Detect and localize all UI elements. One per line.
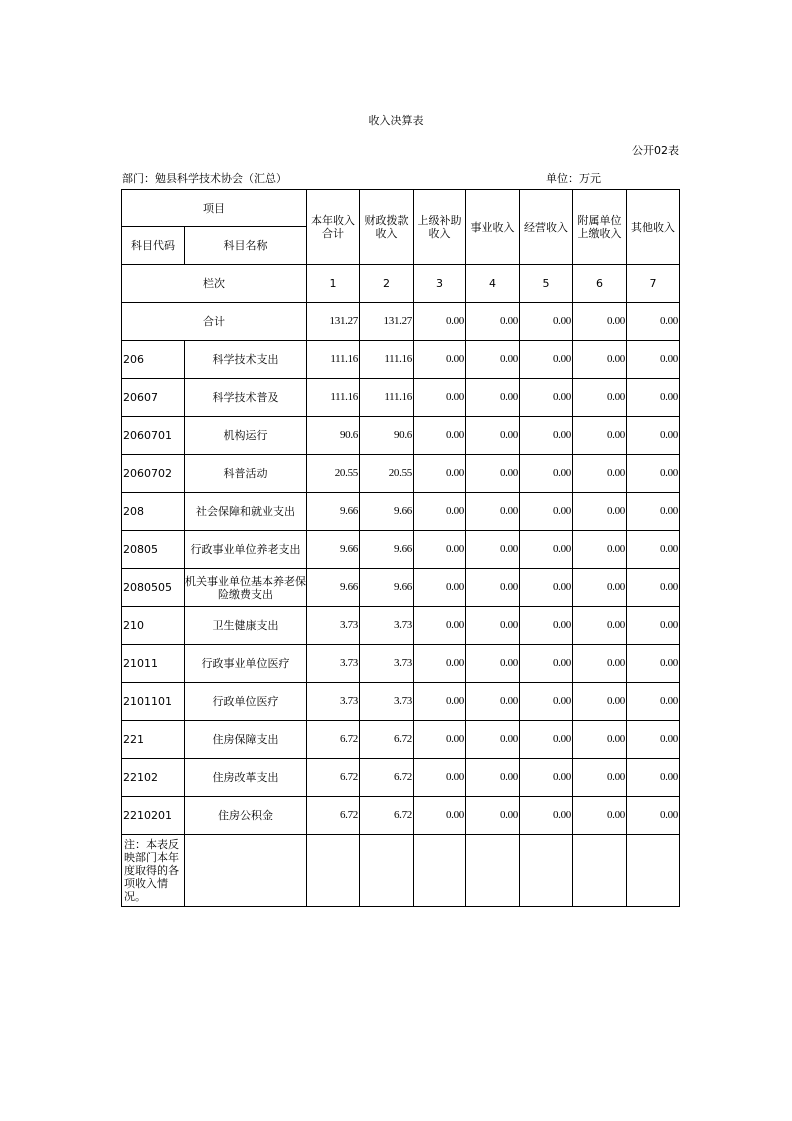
column-number: 3 — [414, 265, 466, 303]
value-cell: 0.00 — [627, 341, 680, 379]
value-cell: 0.00 — [573, 531, 627, 569]
header-total: 本年收入合计 — [307, 190, 360, 265]
value-cell: 0.00 — [466, 379, 520, 417]
value-cell: 9.66 — [307, 569, 360, 607]
value-cell: 111.16 — [360, 379, 414, 417]
subject-name: 科学技术普及 — [185, 379, 307, 417]
value-cell: 90.6 — [360, 417, 414, 455]
value-cell: 9.66 — [307, 531, 360, 569]
value-cell: 0.00 — [520, 417, 573, 455]
table-note: 注：本表反映部门本年度取得的各项收入情况。 — [122, 835, 185, 907]
value-cell: 0.00 — [466, 303, 520, 341]
subject-name: 卫生健康支出 — [185, 607, 307, 645]
value-cell: 0.00 — [573, 341, 627, 379]
value-cell: 0.00 — [627, 759, 680, 797]
value-cell: 0.00 — [414, 379, 466, 417]
value-cell: 0.00 — [573, 759, 627, 797]
value-cell: 3.73 — [307, 645, 360, 683]
value-cell: 131.27 — [360, 303, 414, 341]
empty-cell — [307, 835, 360, 907]
subject-name: 住房公积金 — [185, 797, 307, 835]
empty-cell — [466, 835, 520, 907]
value-cell: 0.00 — [520, 379, 573, 417]
header-affiliated: 附属单位上缴收入 — [573, 190, 627, 265]
value-cell: 0.00 — [520, 759, 573, 797]
value-cell: 0.00 — [520, 683, 573, 721]
value-cell: 0.00 — [466, 417, 520, 455]
subject-name: 社会保障和就业支出 — [185, 493, 307, 531]
value-cell: 0.00 — [414, 607, 466, 645]
value-cell: 0.00 — [414, 455, 466, 493]
subject-code: 20805 — [122, 531, 185, 569]
value-cell: 0.00 — [627, 531, 680, 569]
table-row — [122, 417, 680, 455]
value-cell: 0.00 — [573, 569, 627, 607]
header-item: 项目 — [122, 190, 307, 227]
value-cell: 0.00 — [414, 645, 466, 683]
value-cell: 0.00 — [520, 531, 573, 569]
table-row — [122, 797, 680, 835]
value-cell: 111.16 — [307, 379, 360, 417]
value-cell: 0.00 — [573, 417, 627, 455]
subject-code: 206 — [122, 341, 185, 379]
value-cell: 0.00 — [520, 455, 573, 493]
column-number-row — [122, 265, 680, 303]
value-cell: 0.00 — [466, 721, 520, 759]
value-cell: 0.00 — [627, 721, 680, 759]
column-number: 1 — [307, 265, 360, 303]
unit-label: 单位：万元 — [546, 172, 601, 185]
value-cell: 0.00 — [573, 797, 627, 835]
value-cell: 6.72 — [360, 759, 414, 797]
subject-name: 行政事业单位养老支出 — [185, 531, 307, 569]
value-cell: 0.00 — [573, 493, 627, 531]
subject-code: 2101101 — [122, 683, 185, 721]
value-cell: 0.00 — [573, 721, 627, 759]
value-cell: 20.55 — [360, 455, 414, 493]
value-cell: 0.00 — [573, 379, 627, 417]
column-number: 7 — [627, 265, 680, 303]
table-row — [122, 531, 680, 569]
header-name: 科目名称 — [185, 227, 307, 265]
column-row-label: 栏次 — [122, 265, 307, 303]
value-cell: 9.66 — [360, 493, 414, 531]
table-row — [122, 683, 680, 721]
value-cell: 0.00 — [627, 569, 680, 607]
value-cell: 0.00 — [520, 607, 573, 645]
subject-code: 20607 — [122, 379, 185, 417]
value-cell: 0.00 — [414, 721, 466, 759]
value-cell: 0.00 — [466, 759, 520, 797]
value-cell: 0.00 — [466, 607, 520, 645]
value-cell: 0.00 — [573, 645, 627, 683]
value-cell: 0.00 — [520, 303, 573, 341]
value-cell: 0.00 — [414, 341, 466, 379]
value-cell: 3.73 — [360, 683, 414, 721]
value-cell: 0.00 — [627, 797, 680, 835]
subject-code: 210 — [122, 607, 185, 645]
value-cell: 0.00 — [466, 455, 520, 493]
subject-code: 22102 — [122, 759, 185, 797]
value-cell: 131.27 — [307, 303, 360, 341]
table-row — [122, 721, 680, 759]
table-row — [122, 645, 680, 683]
subject-code: 21011 — [122, 645, 185, 683]
table-row — [122, 607, 680, 645]
subject-name: 科学技术支出 — [185, 341, 307, 379]
value-cell: 6.72 — [307, 759, 360, 797]
subject-name: 行政事业单位医疗 — [185, 645, 307, 683]
value-cell: 0.00 — [466, 797, 520, 835]
value-cell: 6.72 — [360, 721, 414, 759]
total-row — [122, 303, 680, 341]
value-cell: 0.00 — [414, 759, 466, 797]
empty-cell — [414, 835, 466, 907]
subject-name: 科普活动 — [185, 455, 307, 493]
value-cell: 0.00 — [627, 417, 680, 455]
value-cell: 0.00 — [466, 493, 520, 531]
empty-cell — [185, 835, 307, 907]
total-label: 合计 — [122, 303, 307, 341]
value-cell: 0.00 — [414, 493, 466, 531]
value-cell: 0.00 — [627, 607, 680, 645]
subject-code: 2080505 — [122, 569, 185, 607]
column-number: 5 — [520, 265, 573, 303]
value-cell: 90.6 — [307, 417, 360, 455]
table-row — [122, 455, 680, 493]
value-cell: 111.16 — [307, 341, 360, 379]
value-cell: 0.00 — [466, 341, 520, 379]
subject-name: 机关事业单位基本养老保险缴费支出 — [185, 569, 307, 607]
column-number: 6 — [573, 265, 627, 303]
value-cell: 111.16 — [360, 341, 414, 379]
header-other: 其他收入 — [627, 190, 680, 265]
table-row — [122, 759, 680, 797]
subject-name: 住房改革支出 — [185, 759, 307, 797]
value-cell: 3.73 — [307, 683, 360, 721]
subject-code: 221 — [122, 721, 185, 759]
value-cell: 0.00 — [414, 797, 466, 835]
column-number: 4 — [466, 265, 520, 303]
value-cell: 0.00 — [573, 303, 627, 341]
subject-code: 2210201 — [122, 797, 185, 835]
value-cell: 0.00 — [627, 683, 680, 721]
value-cell: 0.00 — [627, 455, 680, 493]
subject-code: 208 — [122, 493, 185, 531]
value-cell: 6.72 — [307, 797, 360, 835]
empty-cell — [627, 835, 680, 907]
subject-code: 2060701 — [122, 417, 185, 455]
table-row — [122, 341, 680, 379]
subject-name: 机构运行 — [185, 417, 307, 455]
value-cell: 3.73 — [360, 645, 414, 683]
value-cell: 9.66 — [307, 493, 360, 531]
form-number: 公开02表 — [632, 144, 679, 157]
page-title: 收入决算表 — [368, 114, 424, 127]
subject-code: 2060702 — [122, 455, 185, 493]
value-cell: 0.00 — [627, 379, 680, 417]
value-cell: 0.00 — [520, 645, 573, 683]
value-cell: 0.00 — [627, 645, 680, 683]
value-cell: 3.73 — [307, 607, 360, 645]
subject-name: 行政单位医疗 — [185, 683, 307, 721]
value-cell: 20.55 — [307, 455, 360, 493]
value-cell: 0.00 — [520, 797, 573, 835]
header-fiscal: 财政拨款收入 — [360, 190, 414, 265]
value-cell: 0.00 — [573, 455, 627, 493]
value-cell: 0.00 — [466, 683, 520, 721]
value-cell: 0.00 — [520, 569, 573, 607]
value-cell: 9.66 — [360, 569, 414, 607]
empty-cell — [360, 835, 414, 907]
column-number: 2 — [360, 265, 414, 303]
value-cell: 0.00 — [627, 493, 680, 531]
value-cell: 0.00 — [466, 645, 520, 683]
income-table — [121, 189, 680, 907]
value-cell: 3.73 — [360, 607, 414, 645]
value-cell: 0.00 — [573, 683, 627, 721]
value-cell: 0.00 — [520, 341, 573, 379]
value-cell: 0.00 — [414, 303, 466, 341]
header-superior: 上级补助收入 — [414, 190, 466, 265]
value-cell: 0.00 — [466, 531, 520, 569]
value-cell: 0.00 — [627, 303, 680, 341]
empty-cell — [573, 835, 627, 907]
department-label: 部门：勉县科学技术协会（汇总） — [122, 172, 287, 185]
table-row — [122, 569, 680, 607]
value-cell: 0.00 — [520, 493, 573, 531]
header-operating: 经营收入 — [520, 190, 573, 265]
value-cell: 0.00 — [414, 531, 466, 569]
subject-name: 住房保障支出 — [185, 721, 307, 759]
table-row — [122, 379, 680, 417]
value-cell: 0.00 — [414, 417, 466, 455]
value-cell: 9.66 — [360, 531, 414, 569]
value-cell: 6.72 — [307, 721, 360, 759]
header-code: 科目代码 — [122, 227, 185, 265]
table-row — [122, 493, 680, 531]
empty-cell — [520, 835, 573, 907]
value-cell: 0.00 — [414, 569, 466, 607]
value-cell: 0.00 — [414, 683, 466, 721]
note-row — [122, 835, 680, 907]
value-cell: 0.00 — [573, 607, 627, 645]
header-business: 事业收入 — [466, 190, 520, 265]
value-cell: 0.00 — [520, 721, 573, 759]
value-cell: 6.72 — [360, 797, 414, 835]
value-cell: 0.00 — [466, 569, 520, 607]
